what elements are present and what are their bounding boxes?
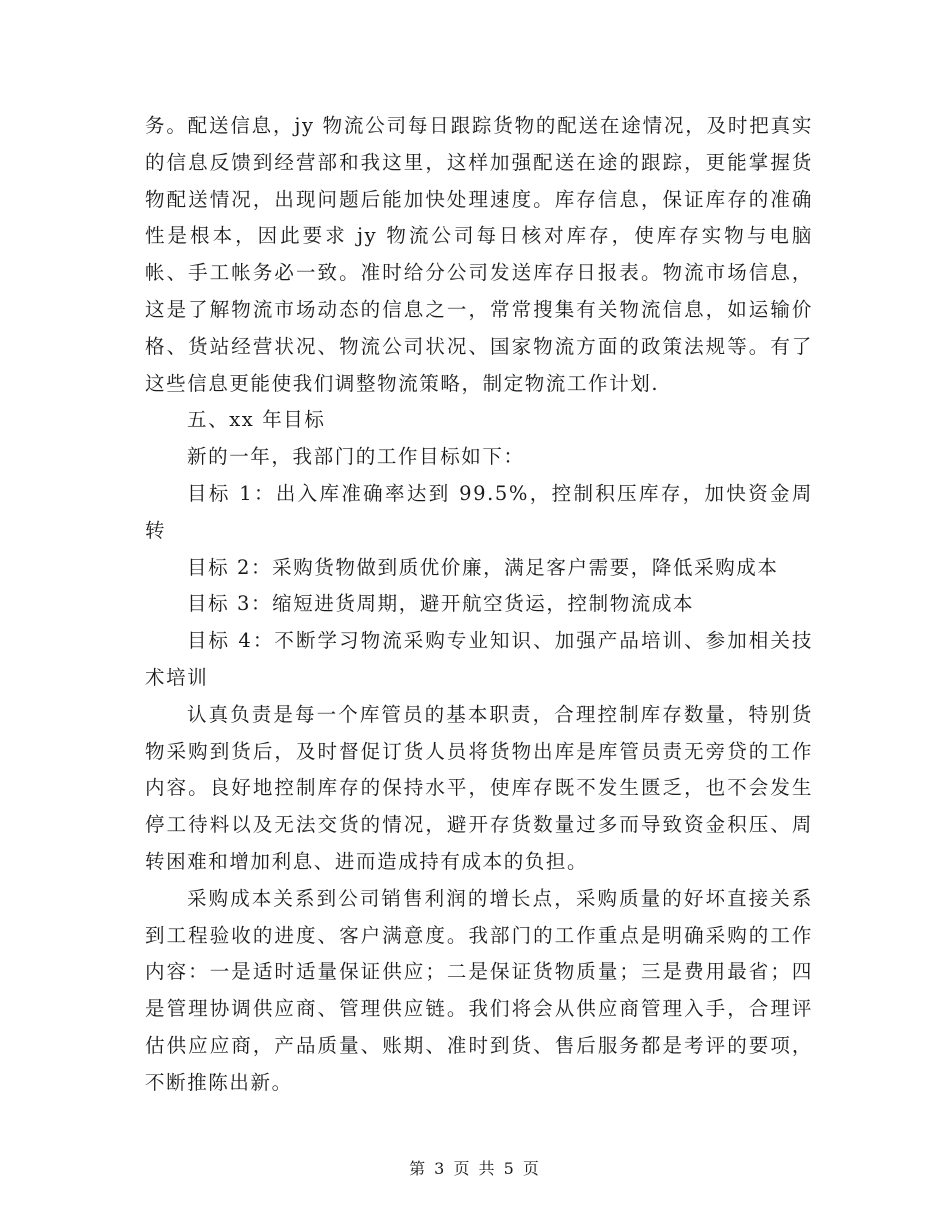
- goal-item-1: 目标 1：出入库准确率达到 99.5%，控制积压库存，加快资金周转: [145, 481, 813, 542]
- page-number-footer: 第 3 页 共 5 页: [409, 1159, 541, 1178]
- document-body: [145, 108, 813, 1102]
- goal-item-4: 目标 4：不断学习物流采购专业知识、加强产品培训、参加相关技术培训: [145, 629, 813, 689]
- paragraph-goals-intro: 新的一年，我部门的工作目标如下：: [187, 445, 525, 469]
- paragraph-procurement-cost: 采购成本关系到公司销售利润的增长点，采购质量的好坏直接关系到工程验收的进度、客户满意度。我部门的工作重点是明确采购的工作内容：一是适时适量保证供应；二是保证货物质量；三是费用最省；四是管理协调供应商、管理供应链。我们将会从供应商管理入手，合理评估供应应商，产品质量、账期、准时到货、售后服务都是考评的要项，不断推陈出新。: [145, 886, 813, 1094]
- goal-item-3: 目标 3：缩短进货周期，避开航空货运，控制物流成本: [187, 592, 695, 616]
- section-heading-goals: 五、xx 年目标: [187, 408, 326, 432]
- goal-item-2: 目标 2：采购货物做到质优价廉，满足客户需要，降低采购成本: [187, 555, 779, 579]
- paragraph-logistics-info: 务。配送信息，jy 物流公司每日跟踪货物的配送在途情况，及时把真实的信息反馈到经营部和我这里，这样加强配送在途的跟踪，更能掌握货物配送情况，出现问题后能加快处理速度。库存信息，保证库存的准确性是根本，因此要求 jy 物流公司每日核对库存，使库存实物与电脑帐、手工帐务必一致。准时给分公司发送库存日报表。物流市场信息，这是了解物流市场动态的信息之一，常常搜集有关物流信息，如运输价格、货站经营状况、物流公司状况、国家物流方面的政策法规等。有了这些信息更能使我们调整物流策略，制定物流工作计划.: [145, 114, 813, 395]
- paragraph-inventory-duty: 认真负责是每一个库管员的基本职责，合理控制库存数量，特别货物采购到货后，及时督促订货人员将货物出库是库管员责无旁贷的工作内容。良好地控制库存的保持水平，使库存既不发生匮乏，也不会发生停工待料以及无法交货的情况，避开存货数量过多而导致资金积压、周转困难和增加利息、进而造成持有成本的负担。: [145, 702, 813, 873]
